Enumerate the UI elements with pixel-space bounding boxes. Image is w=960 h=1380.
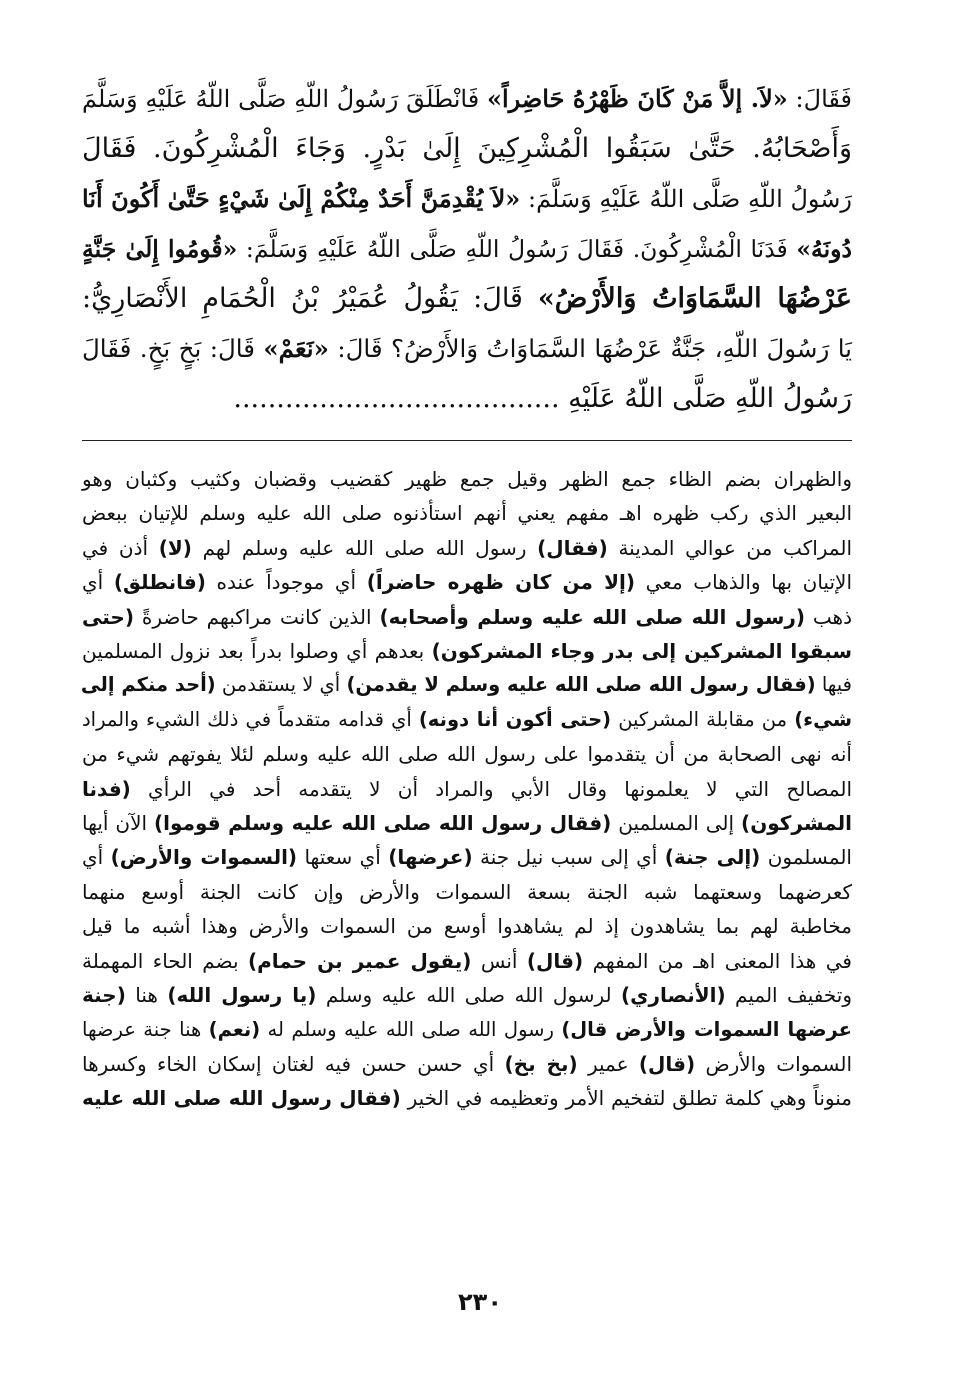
commentary: [82, 462, 852, 1116]
footnote-divider: [82, 440, 852, 441]
page-number: ٢٣٠: [458, 1288, 502, 1316]
commentary-line: والظهران بضم الظاء جمع الظهر وقيل جمع ظهير كقضيب وقضبان وكثيب وكثبان وهو: [82, 467, 852, 491]
main-line: دُونَهُ» فَدَنَا الْمُشْرِكُونَ. فَقَالَ رَسُولُ اللّهِ صَلَّى اللّهُ عَلَيْهِ وَسَلَّمَ: «قُومُوا إِلَىٰ جَنَّةٍ: [82, 235, 852, 263]
commentary-line: المراكب من عوالي المدينة (فقال) رسول الله صلى الله عليه وسلم لهم (لا) أذن في: [82, 535, 852, 560]
commentary-line: أنه نهى الصحابة من أن يتقدموا على رسول الله صلى الله عليه وسلم لئلا يفوتهم شيء من: [82, 742, 852, 767]
main-line: عَرْضُهَا السَّمَاوَاتُ وَالأَرْضُ» قَالَ: يَقُولُ عُمَيْرُ بْنُ الْحُمَامِ الأَنْصَارِيُّ:: [82, 283, 853, 314]
main-line: رَسُولُ اللّهِ صَلَّى اللّهُ عَلَيْهِ وَسَلَّمَ: «لاَ يُقْدِمَنَّ أَحَدٌ مِنْكُمْ إِلَىٰ شَيْءٍ حَتَّىٰ أَكُونَ أَنَا: [82, 184, 852, 213]
main-line: وَأَصْحَابُهُ. حَتَّىٰ سَبَقُوا الْمُشْرِكِينَ إِلَىٰ بَدْرٍ. وَجَاءَ الْمُشْرِكُونَ. فَقَالَ: [82, 133, 852, 164]
main-line: فَقَالَ: «لاَ. إلاَّ مَنْ كَانَ ظَهْرُهُ حَاضِراً» فَانْطَلَقَ رَسُولُ اللّهِ صَلَّى اللّهُ عَلَيْهِ وَسَلَّمَ: [82, 84, 853, 113]
commentary-line: ذهب (رسول الله صلى الله عليه وسلم وأصحابه) الذين كانت مراكبهم حاضرةً (حتى: [82, 604, 853, 629]
main-line: رَسُولُ اللّهِ صَلَّى اللّهُ عَلَيْهِ ......................................: [233, 383, 852, 414]
commentary-line: المسلمون (إلى جنة) أي إلى سبب نيل جنة (عرضها) أي سعتها (السموات والأرض) أي: [82, 845, 852, 870]
commentary-line: شيء) من مقابلة المشركين (حتى أكون أنا دونه) أي قدامه متقدماً في ذلك الشيء والمراد: [82, 707, 853, 731]
commentary-line: كعرضهما وسعتهما شبه الجنة بسعة السموات والأرض وإن كانت الجنة أوسع منهما: [82, 879, 852, 904]
commentary-line: منوناً وهي كلمة تطلق لتفخيم الأمر وتعظيمه في الخير (فقال رسول الله صلى الله عليه: [82, 1086, 852, 1111]
main-line: يَا رَسُولَ اللّهِ، جَنَّةٌ عَرْضُهَا السَّمَاوَاتُ وَالأَرْضُ؟ قَالَ: «نَعَمْ» قَالَ: بَخٍ بَخٍ. فَقَالَ: [82, 334, 852, 363]
main-text: [82, 74, 852, 424]
commentary-line: سبقوا المشركين إلى بدر وجاء المشركون) بعدهم أي وصلوا بدراً بعد نزول المسلمين: [82, 639, 853, 664]
commentary-line: الإتيان بها والذهاب معي (إلا من كان ظهره حاضراً) أي موجوداً عنده (فانطلق) أي: [82, 570, 852, 595]
commentary-line: السموات والأرض (قال) عمير (بخ بخ) أي حسن حسن فيه لغتان إسكان الخاء وكسرها: [82, 1051, 853, 1076]
commentary-line: فيها (فقال رسول الله صلى الله عليه وسلم لا يقدمن) أي لا يستقدمن (أحد منكم إلى: [80, 673, 852, 697]
commentary-line: مخاطبة لهم بما يشاهدون إذ لم يشاهدوا أوسع من السموات والأرض وهذا أشبه ما قيل: [82, 914, 852, 939]
commentary-line: المشركون) إلى المسلمين (فقال رسول الله صلى الله عليه وسلم قوموا) الآن أيها: [82, 811, 852, 836]
commentary-line: وتخفيف الميم (الأنصاري) لرسول الله صلى الله عليه وسلم (يا رسول الله) هنا (جنة: [82, 983, 852, 1008]
commentary-line: البعير الذي ركب ظهره اهـ مفهم يعني أنهم استأذنوه صلى الله عليه وسلم للإتيان ببعض: [82, 501, 852, 526]
commentary-line: المصالح التي لا يعلمونها وقال الأبي والمراد أن لا يتقدمه أحد في الرأي (فدنا: [82, 776, 852, 801]
commentary-line: في هذا المعنى اهـ من المفهم (قال) أنس (يقول عمير بن حمام) بضم الحاء المهملة: [82, 948, 852, 973]
commentary-line: عرضها السموات والأرض قال) رسول الله صلى الله عليه وسلم له (نعم) هنا جنة عرضها: [82, 1017, 852, 1041]
